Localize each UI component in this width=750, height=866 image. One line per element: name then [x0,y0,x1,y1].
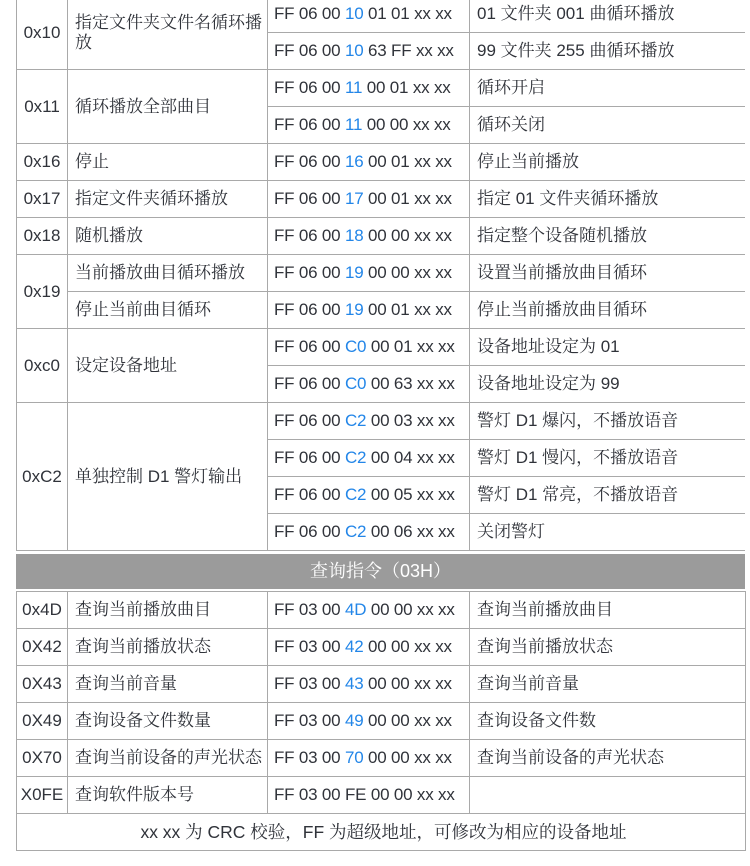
table-row [17,292,746,329]
result-cell: 01 文件夹 001 曲循环播放 [470,0,746,33]
control-commands-table [16,0,745,551]
hex-suffix: 00 00 xx xx [368,748,452,768]
result-cell: 设置当前播放曲目循环 [470,255,746,292]
command-desc-cell: 查询当前音量 [68,666,268,703]
result-cell: 警灯 D1 常亮，不播放语音 [470,477,746,514]
table-row [17,703,746,740]
hex-command-cell [268,777,470,814]
hex-code: 49 [344,711,364,731]
command-desc-cell: 当前播放曲目循环播放 [68,255,268,292]
command-desc-cell: 停止 [68,144,268,181]
result-cell: 查询设备文件数 [470,703,746,740]
hex-suffix: 00 00 xx xx [370,600,455,620]
hex-prefix: FF 03 00 [274,711,341,731]
command-desc-cell: 指定文件夹循环播放 [68,181,268,218]
table-row [17,329,746,366]
table-row [17,814,746,851]
hex-prefix: FF 06 00 [274,78,341,98]
hex-command-cell [268,0,470,33]
hex-code: C0 [344,337,367,357]
hex-prefix: FF 06 00 [274,411,341,431]
hex-prefix: FF 06 00 [274,374,341,394]
result-cell: 99 文件夹 255 曲循环播放 [470,33,746,70]
result-cell [470,777,746,814]
result-cell: 查询当前播放曲目 [470,592,746,629]
command-id-cell: 0x17 [17,181,68,218]
hex-suffix: 00 00 xx xx [368,711,452,731]
hex-suffix: 00 00 xx xx [368,674,452,694]
hex-suffix: 00 01 xx xx [368,152,452,172]
hex-command-cell [268,292,470,329]
table-row [17,629,746,666]
table-row [17,777,746,814]
hex-suffix: 00 05 xx xx [370,485,455,505]
hex-code: 4D [344,600,367,620]
hex-suffix: 00 01 xx xx [366,78,451,98]
command-id-cell: 0x16 [17,144,68,181]
hex-command-cell [268,703,470,740]
table-row [17,666,746,703]
hex-prefix: FF 06 00 [274,337,341,357]
hex-prefix: FF 06 00 [274,189,341,209]
hex-code: C0 [344,374,367,394]
hex-prefix: FF 06 00 [274,152,341,172]
hex-prefix: FF 06 00 [274,485,341,505]
command-desc-cell: 停止当前曲目循环 [68,292,268,329]
table-row [17,144,746,181]
table-row [17,403,746,440]
hex-code: 17 [344,189,364,209]
hex-code: 11 [344,115,363,135]
hex-suffix: 01 01 xx xx [368,4,452,24]
hex-suffix: 00 04 xx xx [370,448,455,468]
hex-command-cell [268,592,470,629]
hex-prefix: FF 06 00 [274,263,341,283]
hex-suffix: 00 63 xx xx [370,374,455,394]
hex-code: 42 [344,637,364,657]
hex-prefix: FF 06 00 [274,226,341,246]
hex-command-cell [268,144,470,181]
hex-command-cell [268,33,470,70]
table-row [17,592,746,629]
command-desc-cell: 查询当前播放状态 [68,629,268,666]
command-desc-cell: 查询软件版本号 [68,777,268,814]
result-cell: 查询当前音量 [470,666,746,703]
hex-command-cell [268,329,470,366]
command-desc-cell: 设定设备地址 [68,329,268,403]
hex-code: 16 [344,152,364,172]
command-id-cell: 0xc0 [17,329,68,403]
command-id-cell: 0X70 [17,740,68,777]
table-row [17,181,746,218]
hex-command-cell [268,514,470,551]
hex-code: 19 [344,263,364,283]
hex-prefix: FF 03 00 [274,637,341,657]
result-cell: 停止当前播放曲目循环 [470,292,746,329]
hex-suffix: 00 03 xx xx [370,411,455,431]
command-desc-cell: 查询设备文件数量 [68,703,268,740]
hex-prefix: FF 06 00 [274,300,341,320]
hex-suffix: 00 00 xx xx [370,785,455,805]
hex-suffix: 00 00 xx xx [368,263,452,283]
command-desc-cell: 循环播放全部曲目 [68,70,268,144]
hex-command-cell [268,366,470,403]
result-cell: 指定 01 文件夹循环播放 [470,181,746,218]
hex-command-cell [268,107,470,144]
hex-prefix: FF 06 00 [274,4,341,24]
command-id-cell: 0x19 [17,255,68,329]
table-row [17,740,746,777]
hex-prefix: FF 06 00 [274,41,341,61]
result-cell: 查询当前设备的声光状态 [470,740,746,777]
query-commands-table [16,591,746,851]
hex-command-cell [268,70,470,107]
hex-command-cell [268,403,470,440]
command-id-cell: X0FE [17,777,68,814]
hex-code: C2 [344,448,367,468]
hex-code: 10 [344,41,364,61]
command-desc-cell: 指定文件夹文件名循环播放 [68,0,268,70]
command-desc-cell: 随机播放 [68,218,268,255]
hex-prefix: FF 03 00 [274,785,341,805]
hex-command-cell [268,181,470,218]
command-id-cell: 0x18 [17,218,68,255]
result-cell: 设备地址设定为 01 [470,329,746,366]
hex-prefix: FF 03 00 [274,674,341,694]
table-row [17,255,746,292]
result-cell: 警灯 D1 慢闪，不播放语音 [470,440,746,477]
hex-prefix: FF 03 00 [274,748,341,768]
command-id-cell: 0X43 [17,666,68,703]
hex-code: C2 [344,411,367,431]
command-id-cell: 0x11 [17,70,68,144]
hex-command-cell [268,477,470,514]
hex-prefix: FF 06 00 [274,115,341,135]
hex-suffix: 00 01 xx xx [368,189,452,209]
result-cell: 设备地址设定为 99 [470,366,746,403]
hex-prefix: FF 06 00 [274,448,341,468]
hex-command-cell [268,218,470,255]
hex-suffix: 63 FF xx xx [368,41,454,61]
result-cell: 警灯 D1 爆闪，不播放语音 [470,403,746,440]
table-row [17,70,746,107]
command-desc-cell: 查询当前播放曲目 [68,592,268,629]
hex-suffix: 00 00 xx xx [368,226,452,246]
query-section-header: 查询指令（03H） [16,554,745,589]
hex-suffix: 00 06 xx xx [370,522,455,542]
hex-code: 43 [344,674,364,694]
command-desc-cell: 查询当前设备的声光状态 [68,740,268,777]
hex-code: 19 [344,300,364,320]
crc-note: xx xx 为 CRC 校验，FF 为超级地址，可修改为相应的设备地址 [17,814,746,851]
command-id-cell: 0xC2 [17,403,68,551]
hex-code: 18 [344,226,364,246]
hex-command-cell [268,440,470,477]
command-id-cell: 0X49 [17,703,68,740]
hex-code: 11 [344,78,363,98]
hex-code: C2 [344,485,367,505]
hex-command-cell [268,740,470,777]
result-cell: 指定整个设备随机播放 [470,218,746,255]
hex-prefix: FF 06 00 [274,522,341,542]
hex-code: 10 [344,4,364,24]
hex-code: 70 [344,748,364,768]
table-row [17,0,746,33]
result-cell: 循环关闭 [470,107,746,144]
result-cell: 循环开启 [470,70,746,107]
control-commands-section [16,0,745,551]
result-cell: 停止当前播放 [470,144,746,181]
hex-suffix: 00 00 xx xx [366,115,451,135]
hex-command-cell [268,629,470,666]
result-cell: 查询当前播放状态 [470,629,746,666]
hex-command-cell [268,255,470,292]
hex-suffix: 00 01 xx xx [370,337,455,357]
result-cell: 关闭警灯 [470,514,746,551]
command-id-cell: 0x10 [17,0,68,70]
hex-prefix: FF 03 00 [274,600,341,620]
hex-code: FE [344,785,367,805]
command-desc-cell: 单独控制 D1 警灯输出 [68,403,268,551]
hex-suffix: 00 00 xx xx [368,637,452,657]
table-row [17,218,746,255]
hex-suffix: 00 01 xx xx [368,300,452,320]
hex-code: C2 [344,522,367,542]
command-id-cell: 0x4D [17,592,68,629]
command-id-cell: 0X42 [17,629,68,666]
hex-command-cell [268,666,470,703]
